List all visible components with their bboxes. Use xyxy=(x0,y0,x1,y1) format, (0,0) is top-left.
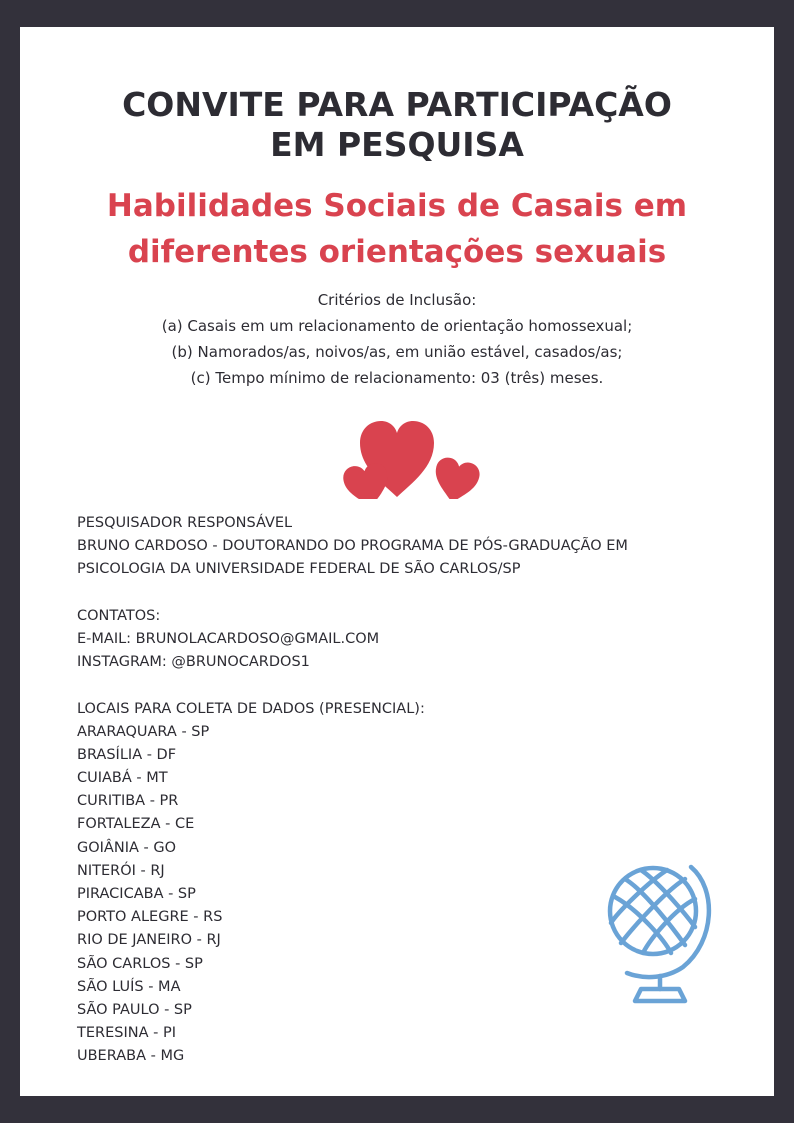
location-item: SÃO CARLOS - SP xyxy=(77,955,203,972)
location-item: UBERABA - MG xyxy=(77,1048,185,1065)
location-item: FORTALEZA - CE xyxy=(77,816,195,833)
location-item: CURITIBA - PR xyxy=(77,793,179,810)
location-item: PORTO ALEGRE - RS xyxy=(77,909,223,926)
globe-stand-base xyxy=(635,989,685,1001)
contact-email[interactable]: E-MAIL: BRUNOLACARDOSO@GMAIL.COM xyxy=(77,630,380,647)
location-item: RIO DE JANEIRO - RJ xyxy=(77,932,221,949)
research-subtitle xyxy=(20,183,774,275)
page-title xyxy=(20,85,774,165)
location-item: NITERÓI - RJ xyxy=(77,862,165,879)
location-item: SÃO LUÍS - MA xyxy=(77,978,181,995)
contacts-heading: CONTATOS: xyxy=(77,607,161,624)
location-item: BRASÍLIA - DF xyxy=(77,746,177,763)
location-item: ARARAQUARA - SP xyxy=(77,723,210,740)
researcher-line-1: BRUNO CARDOSO - DOUTORANDO DO PROGRAMA DE PÓS-GRADUAÇÃO EM xyxy=(77,538,628,555)
spacer xyxy=(77,674,737,697)
invitation-sheet xyxy=(20,27,774,1096)
right-heart-icon xyxy=(429,455,480,499)
globe-icon xyxy=(605,861,715,1006)
inclusion-criteria xyxy=(20,287,774,391)
location-item: SÃO PAULO - SP xyxy=(77,1001,192,1018)
subtitle-line-1: Habilidades Sociais de Casais em xyxy=(106,188,688,224)
location-item: CUIABÁ - MT xyxy=(77,770,168,787)
hearts-icon xyxy=(320,399,480,499)
criteria-item-b: (b) Namorados/as, noivos/as, em união estável, casados/as; xyxy=(171,343,623,361)
location-item: PIRACICABA - SP xyxy=(77,886,196,902)
spacer xyxy=(77,582,737,605)
location-item: GOIÂNIA - GO xyxy=(77,839,176,856)
title-line-1: CONVITE PARA PARTICIPAÇÃO xyxy=(122,85,672,124)
researcher-line-2: PSICOLOGIA DA UNIVERSIDADE FEDERAL DE SÃO CARLOS/SP xyxy=(77,561,521,578)
criteria-item-a: (a) Casais em um relacionamento de orientação homossexual; xyxy=(161,317,633,335)
contact-instagram[interactable]: INSTAGRAM: @BRUNOCARDOS1 xyxy=(77,654,310,671)
criteria-item-c: (c) Tempo mínimo de relacionamento: 03 (três) meses. xyxy=(190,369,604,387)
researcher-heading: PESQUISADOR RESPONSÁVEL xyxy=(77,515,293,531)
location-item: TERESINA - PI xyxy=(77,1025,176,1042)
criteria-heading: Critérios de Inclusão: xyxy=(317,291,477,309)
left-heart-icon xyxy=(342,462,392,499)
title-line-2: EM PESQUISA xyxy=(270,125,524,164)
locations-heading: LOCAIS PARA COLETA DE DADOS (PRESENCIAL): xyxy=(77,700,425,717)
subtitle-line-2: diferentes orientações sexuais xyxy=(127,234,667,270)
